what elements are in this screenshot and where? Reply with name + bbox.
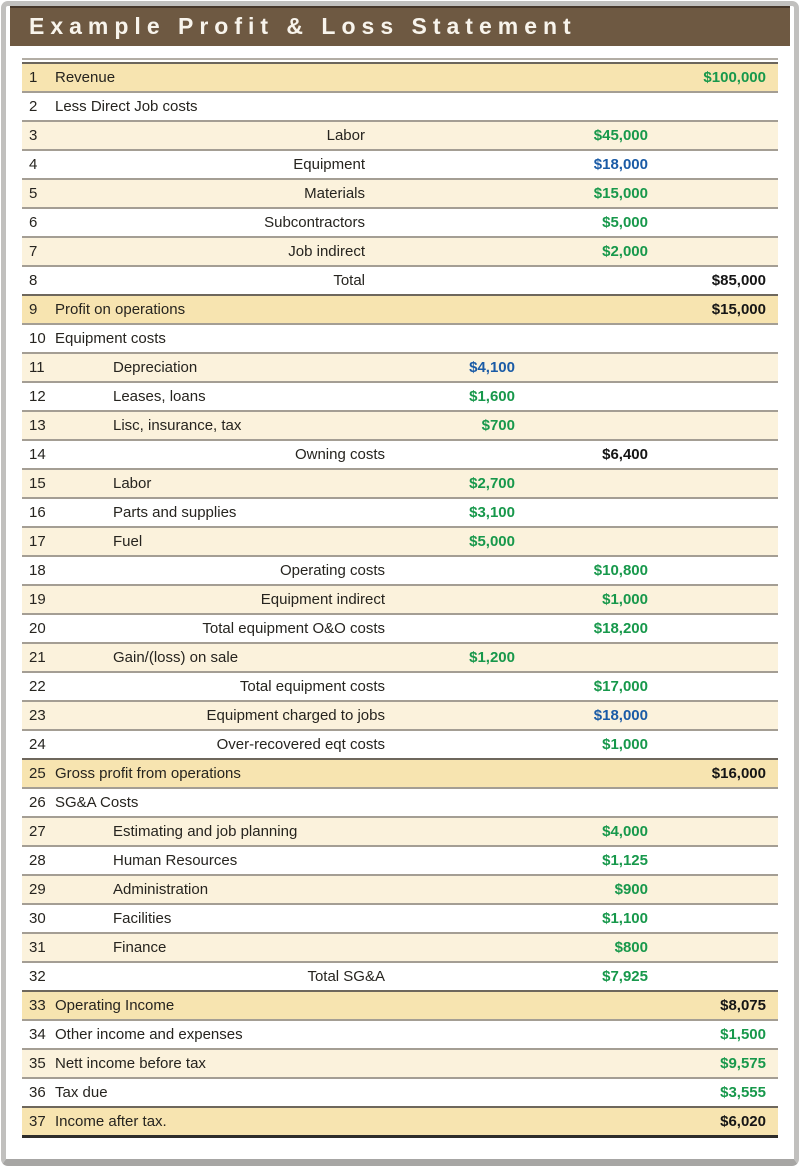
table-row	[22, 323, 778, 352]
row-label: Operating Income	[55, 997, 175, 1014]
row-label: Fuel	[113, 533, 143, 550]
row-value: $16,000	[711, 765, 766, 782]
row-number: 17	[29, 533, 46, 550]
row-value: $17,000	[593, 678, 648, 695]
pl-table	[22, 62, 778, 1138]
table-row	[22, 1077, 778, 1106]
row-number: 27	[29, 823, 46, 840]
row-number: 18	[29, 562, 46, 579]
table-row	[22, 265, 778, 294]
row-number: 16	[29, 504, 46, 521]
row-number: 20	[29, 620, 46, 637]
table-row	[22, 1019, 778, 1048]
page-title: Example Profit & Loss Statement	[29, 13, 577, 39]
row-number: 9	[29, 301, 38, 318]
table-row	[22, 468, 778, 497]
table-row	[22, 990, 778, 1019]
row-number: 25	[29, 765, 46, 782]
row-value: $1,100	[602, 910, 648, 927]
row-value: $18,200	[593, 620, 648, 637]
row-value: $1,000	[602, 591, 648, 608]
row-value: $45,000	[593, 127, 648, 144]
row-label: Labor	[113, 475, 152, 492]
row-value: $2,700	[469, 475, 515, 492]
row-number: 3	[29, 127, 38, 144]
row-label: Administration	[113, 881, 209, 898]
row-label: Depreciation	[113, 359, 198, 376]
row-label: Equipment costs	[55, 330, 166, 347]
table-row	[22, 932, 778, 961]
row-label: Labor	[326, 127, 365, 144]
row-value: $15,000	[711, 301, 766, 318]
table-row	[22, 874, 778, 903]
table-row	[22, 845, 778, 874]
row-label: Lisc, insurance, tax	[113, 417, 242, 434]
row-label: Human Resources	[113, 852, 238, 869]
row-value: $18,000	[593, 156, 648, 173]
row-number: 34	[29, 1026, 46, 1043]
row-value: $18,000	[593, 707, 648, 724]
row-value: $4,100	[469, 359, 515, 376]
row-label: Gain/(loss) on sale	[113, 649, 239, 666]
row-value: $1,500	[720, 1026, 766, 1043]
row-label: Estimating and job planning	[113, 823, 298, 840]
row-number: 19	[29, 591, 46, 608]
row-number: 4	[29, 156, 38, 173]
row-value: $3,555	[720, 1084, 766, 1101]
row-label: Income after tax.	[55, 1113, 167, 1130]
row-number: 33	[29, 997, 46, 1014]
row-value: $1,125	[602, 852, 648, 869]
table-row	[22, 91, 778, 120]
row-value: $1,600	[469, 388, 515, 405]
row-value: $7,925	[602, 968, 648, 985]
row-number: 13	[29, 417, 46, 434]
row-label: Total equipment costs	[239, 678, 385, 695]
table-row	[22, 613, 778, 642]
row-label: Owning costs	[294, 446, 385, 463]
row-value: $3,100	[469, 504, 515, 521]
row-value: $5,000	[469, 533, 515, 550]
row-number: 15	[29, 475, 46, 492]
row-label: Operating costs	[279, 562, 385, 579]
row-label: Leases, loans	[113, 388, 206, 405]
row-label: Materials	[304, 185, 365, 202]
row-value: $9,575	[720, 1055, 766, 1072]
row-label: Equipment indirect	[260, 591, 385, 608]
table-row	[22, 816, 778, 845]
row-number: 24	[29, 736, 46, 753]
row-number: 10	[29, 330, 46, 347]
table-row	[22, 526, 778, 555]
table-row	[22, 178, 778, 207]
row-number: 12	[29, 388, 46, 405]
table-row	[22, 294, 778, 323]
table-row	[22, 584, 778, 613]
row-label: Facilities	[113, 910, 172, 927]
row-value: $1,000	[602, 736, 648, 753]
row-label: SG&A Costs	[55, 794, 139, 811]
row-value: $700	[481, 417, 515, 434]
row-number: 31	[29, 939, 46, 956]
table-row	[22, 555, 778, 584]
table-row	[22, 1048, 778, 1077]
row-value: $85,000	[711, 272, 766, 289]
row-number: 35	[29, 1055, 46, 1072]
row-label: Revenue	[55, 69, 116, 86]
row-label: Finance	[113, 939, 167, 956]
row-label: Other income and expenses	[55, 1026, 243, 1043]
row-number: 22	[29, 678, 46, 695]
row-label: Equipment charged to jobs	[206, 707, 385, 724]
row-value: $2,000	[602, 243, 648, 260]
row-value: $15,000	[593, 185, 648, 202]
row-number: 28	[29, 852, 46, 869]
row-number: 2	[29, 98, 38, 115]
row-number: 32	[29, 968, 46, 985]
row-number: 26	[29, 794, 46, 811]
row-label: Subcontractors	[264, 214, 365, 231]
table-row	[22, 903, 778, 932]
table-row	[22, 700, 778, 729]
row-label: Equipment	[293, 156, 365, 173]
row-value: $6,020	[720, 1113, 766, 1130]
row-value: $800	[614, 939, 648, 956]
table-row	[22, 642, 778, 671]
row-number: 5	[29, 185, 38, 202]
row-value: $4,000	[602, 823, 648, 840]
table-row	[22, 758, 778, 787]
row-label: Tax due	[55, 1084, 108, 1101]
row-label: Parts and supplies	[113, 504, 237, 521]
row-number: 1	[29, 69, 38, 86]
row-number: 21	[29, 649, 46, 666]
row-number: 37	[29, 1113, 46, 1130]
row-value: $5,000	[602, 214, 648, 231]
row-number: 7	[29, 243, 38, 260]
row-label: Total SG&A	[307, 968, 385, 985]
row-value: $6,400	[602, 446, 648, 463]
table-row	[22, 352, 778, 381]
table-row	[22, 410, 778, 439]
row-value: $8,075	[720, 997, 766, 1014]
row-label: Nett income before tax	[55, 1055, 206, 1072]
row-value: $1,200	[469, 649, 515, 666]
row-number: 14	[29, 446, 46, 463]
row-number: 23	[29, 707, 46, 724]
title-bar	[10, 5, 790, 46]
row-number: 30	[29, 910, 46, 927]
table-row	[22, 497, 778, 526]
table-row	[22, 1106, 778, 1135]
table-row	[22, 439, 778, 468]
row-label: Total	[333, 272, 365, 289]
row-number: 6	[29, 214, 38, 231]
row-label: Less Direct Job costs	[55, 98, 198, 115]
table-row	[22, 149, 778, 178]
row-label: Total equipment O&O costs	[202, 620, 385, 637]
table-row	[22, 381, 778, 410]
table-row	[22, 64, 778, 91]
row-label: Gross profit from operations	[55, 765, 241, 782]
row-label: Over-recovered eqt costs	[216, 736, 385, 753]
table-row	[22, 671, 778, 700]
row-number: 36	[29, 1084, 46, 1101]
row-label: Profit on operations	[55, 301, 186, 318]
table-row	[22, 236, 778, 265]
row-number: 11	[29, 359, 45, 376]
row-number: 29	[29, 881, 46, 898]
table-row	[22, 961, 778, 990]
row-value: $900	[614, 881, 648, 898]
row-value: $10,800	[593, 562, 648, 579]
row-number: 8	[29, 272, 38, 289]
table-row	[22, 120, 778, 149]
table-row	[22, 729, 778, 758]
row-label: Job indirect	[288, 243, 365, 260]
table-row	[22, 207, 778, 236]
row-value: $100,000	[703, 69, 766, 86]
table-row	[22, 787, 778, 816]
